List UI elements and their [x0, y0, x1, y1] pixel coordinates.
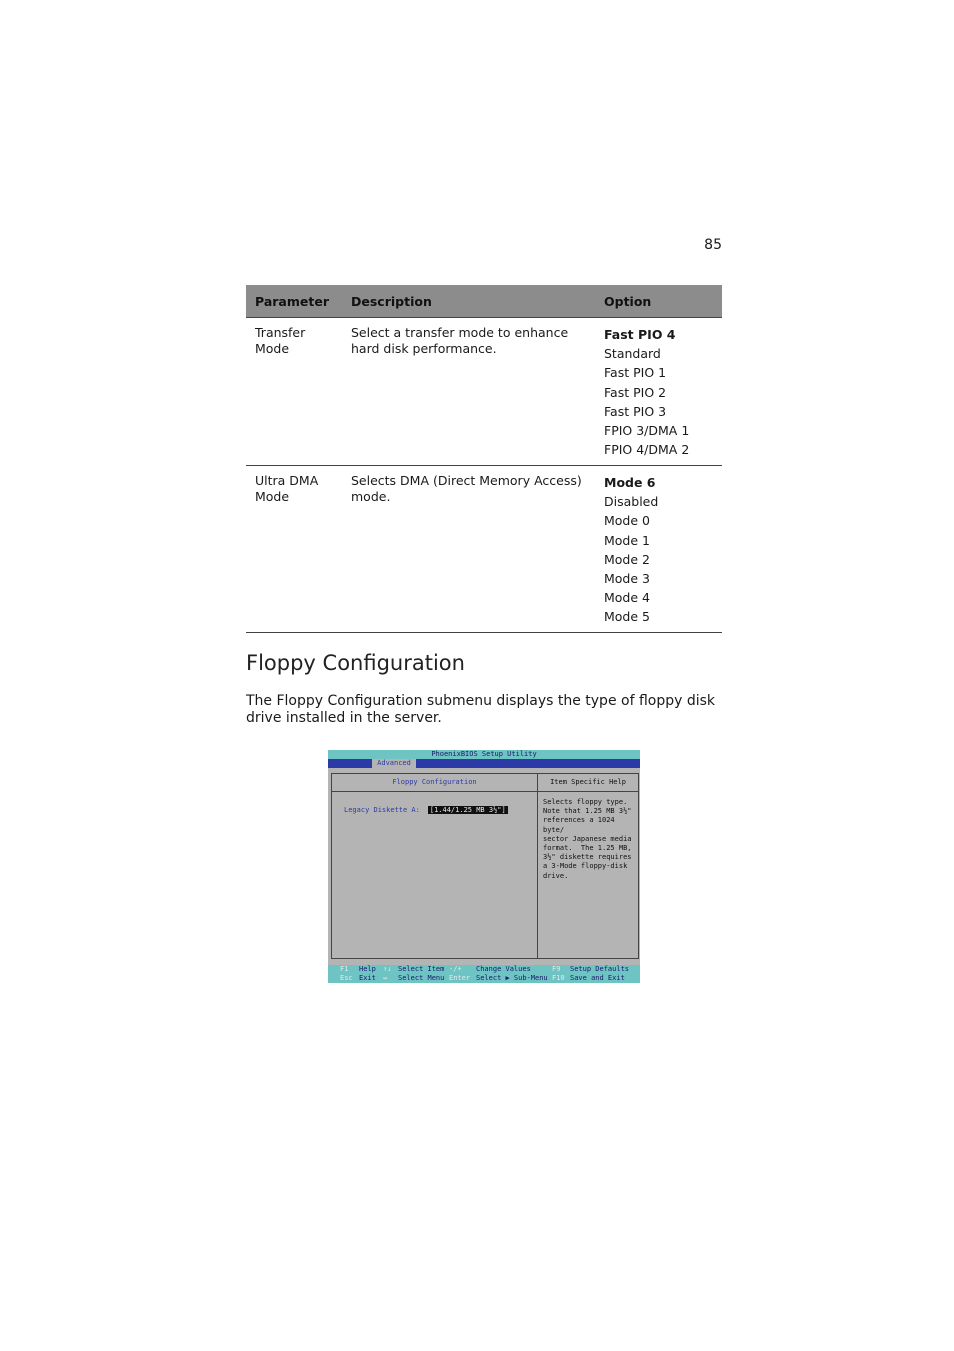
option-default: Fast PIO 4: [604, 327, 676, 342]
key-desc: Select Item: [398, 965, 445, 973]
section-intro: The Floppy Configuration submenu displays the type of floppy disk drive installed in the server.: [246, 693, 716, 726]
options-cell: [595, 466, 722, 633]
key-f1: F1: [340, 965, 349, 973]
key-desc: Help: [359, 965, 376, 973]
bios-screenshot: [328, 750, 640, 983]
section-title: Floppy Configuration: [246, 651, 465, 675]
bios-field-value: [1.44/1.25 MB 3½"]: [429, 806, 506, 814]
key-minus-plus: -/+: [449, 965, 462, 973]
key-desc: Change Values: [476, 965, 531, 973]
key-desc: Select ▶ Sub-Menu: [476, 974, 548, 982]
key-arrows-updown: ↑↓: [383, 965, 392, 973]
bios-field-label: Legacy Diskette A:: [344, 806, 420, 814]
bios-footer-line: [328, 974, 640, 983]
bios-field-row: [344, 806, 508, 814]
description-cell: Selects DMA (Direct Memory Access) mode.: [342, 466, 595, 633]
parameter-cell: Transfer Mode: [246, 318, 342, 466]
bios-main-panel: [331, 773, 538, 959]
description-cell: Select a transfer mode to enhance hard disk performance.: [342, 318, 595, 466]
parameter-table: [246, 285, 722, 633]
header-parameter: Parameter: [246, 285, 342, 318]
option-item: FPIO 3/DMA 1: [604, 423, 690, 439]
option-item: Fast PIO 1: [604, 365, 667, 381]
key-desc: Setup Defaults: [570, 965, 630, 973]
bios-help-title: Item Specific Help: [538, 774, 638, 792]
bios-help-panel: [537, 773, 639, 959]
key-desc: Exit: [359, 974, 376, 982]
option-item: Mode 2: [604, 551, 650, 567]
table-header-row: [246, 285, 722, 318]
table-row: [246, 318, 722, 466]
key-arrows-leftright: ↔: [383, 974, 388, 982]
key-enter: Enter: [449, 974, 471, 982]
bios-panel-title: Floppy Configuration: [332, 774, 537, 792]
key-desc: Save and Exit: [570, 974, 625, 982]
option-item: Fast PIO 3: [604, 403, 667, 419]
option-item: FPIO 4/DMA 2: [604, 442, 690, 458]
option-item: Standard: [604, 346, 661, 362]
key-desc: Select Menu: [398, 974, 445, 982]
options-cell: [595, 318, 722, 466]
bios-tab-advanced: Advanced: [372, 759, 416, 768]
option-item: Mode 1: [604, 532, 650, 548]
parameter-cell: Ultra DMA Mode: [246, 466, 342, 633]
header-option: Option: [595, 285, 722, 318]
header-description: Description: [342, 285, 595, 318]
option-default: Mode 6: [604, 475, 656, 490]
key-f10: F10: [552, 974, 565, 982]
bios-help-text: Selects floppy type. Note that 1.25 MB 3½" references a 1024 byte/ sector Japanese media format. The 1.25 MB, 3½" diskette requires a 3-Mode floppy-disk drive.: [543, 798, 632, 880]
option-item: Mode 5: [604, 609, 650, 625]
key-esc: Esc: [340, 974, 353, 982]
option-item: Mode 4: [604, 590, 650, 606]
bios-footer: [328, 965, 640, 983]
bios-footer-line: [328, 965, 640, 974]
bios-menubar: [328, 759, 640, 768]
table-row: [246, 466, 722, 633]
option-item: Mode 3: [604, 571, 650, 587]
option-item: Disabled: [604, 494, 659, 510]
bios-title: PhoenixBIOS Setup Utility: [328, 750, 640, 759]
option-item: Mode 0: [604, 513, 650, 529]
key-f9: F9: [552, 965, 561, 973]
page-number: 85: [704, 237, 722, 253]
option-item: Fast PIO 2: [604, 384, 667, 400]
